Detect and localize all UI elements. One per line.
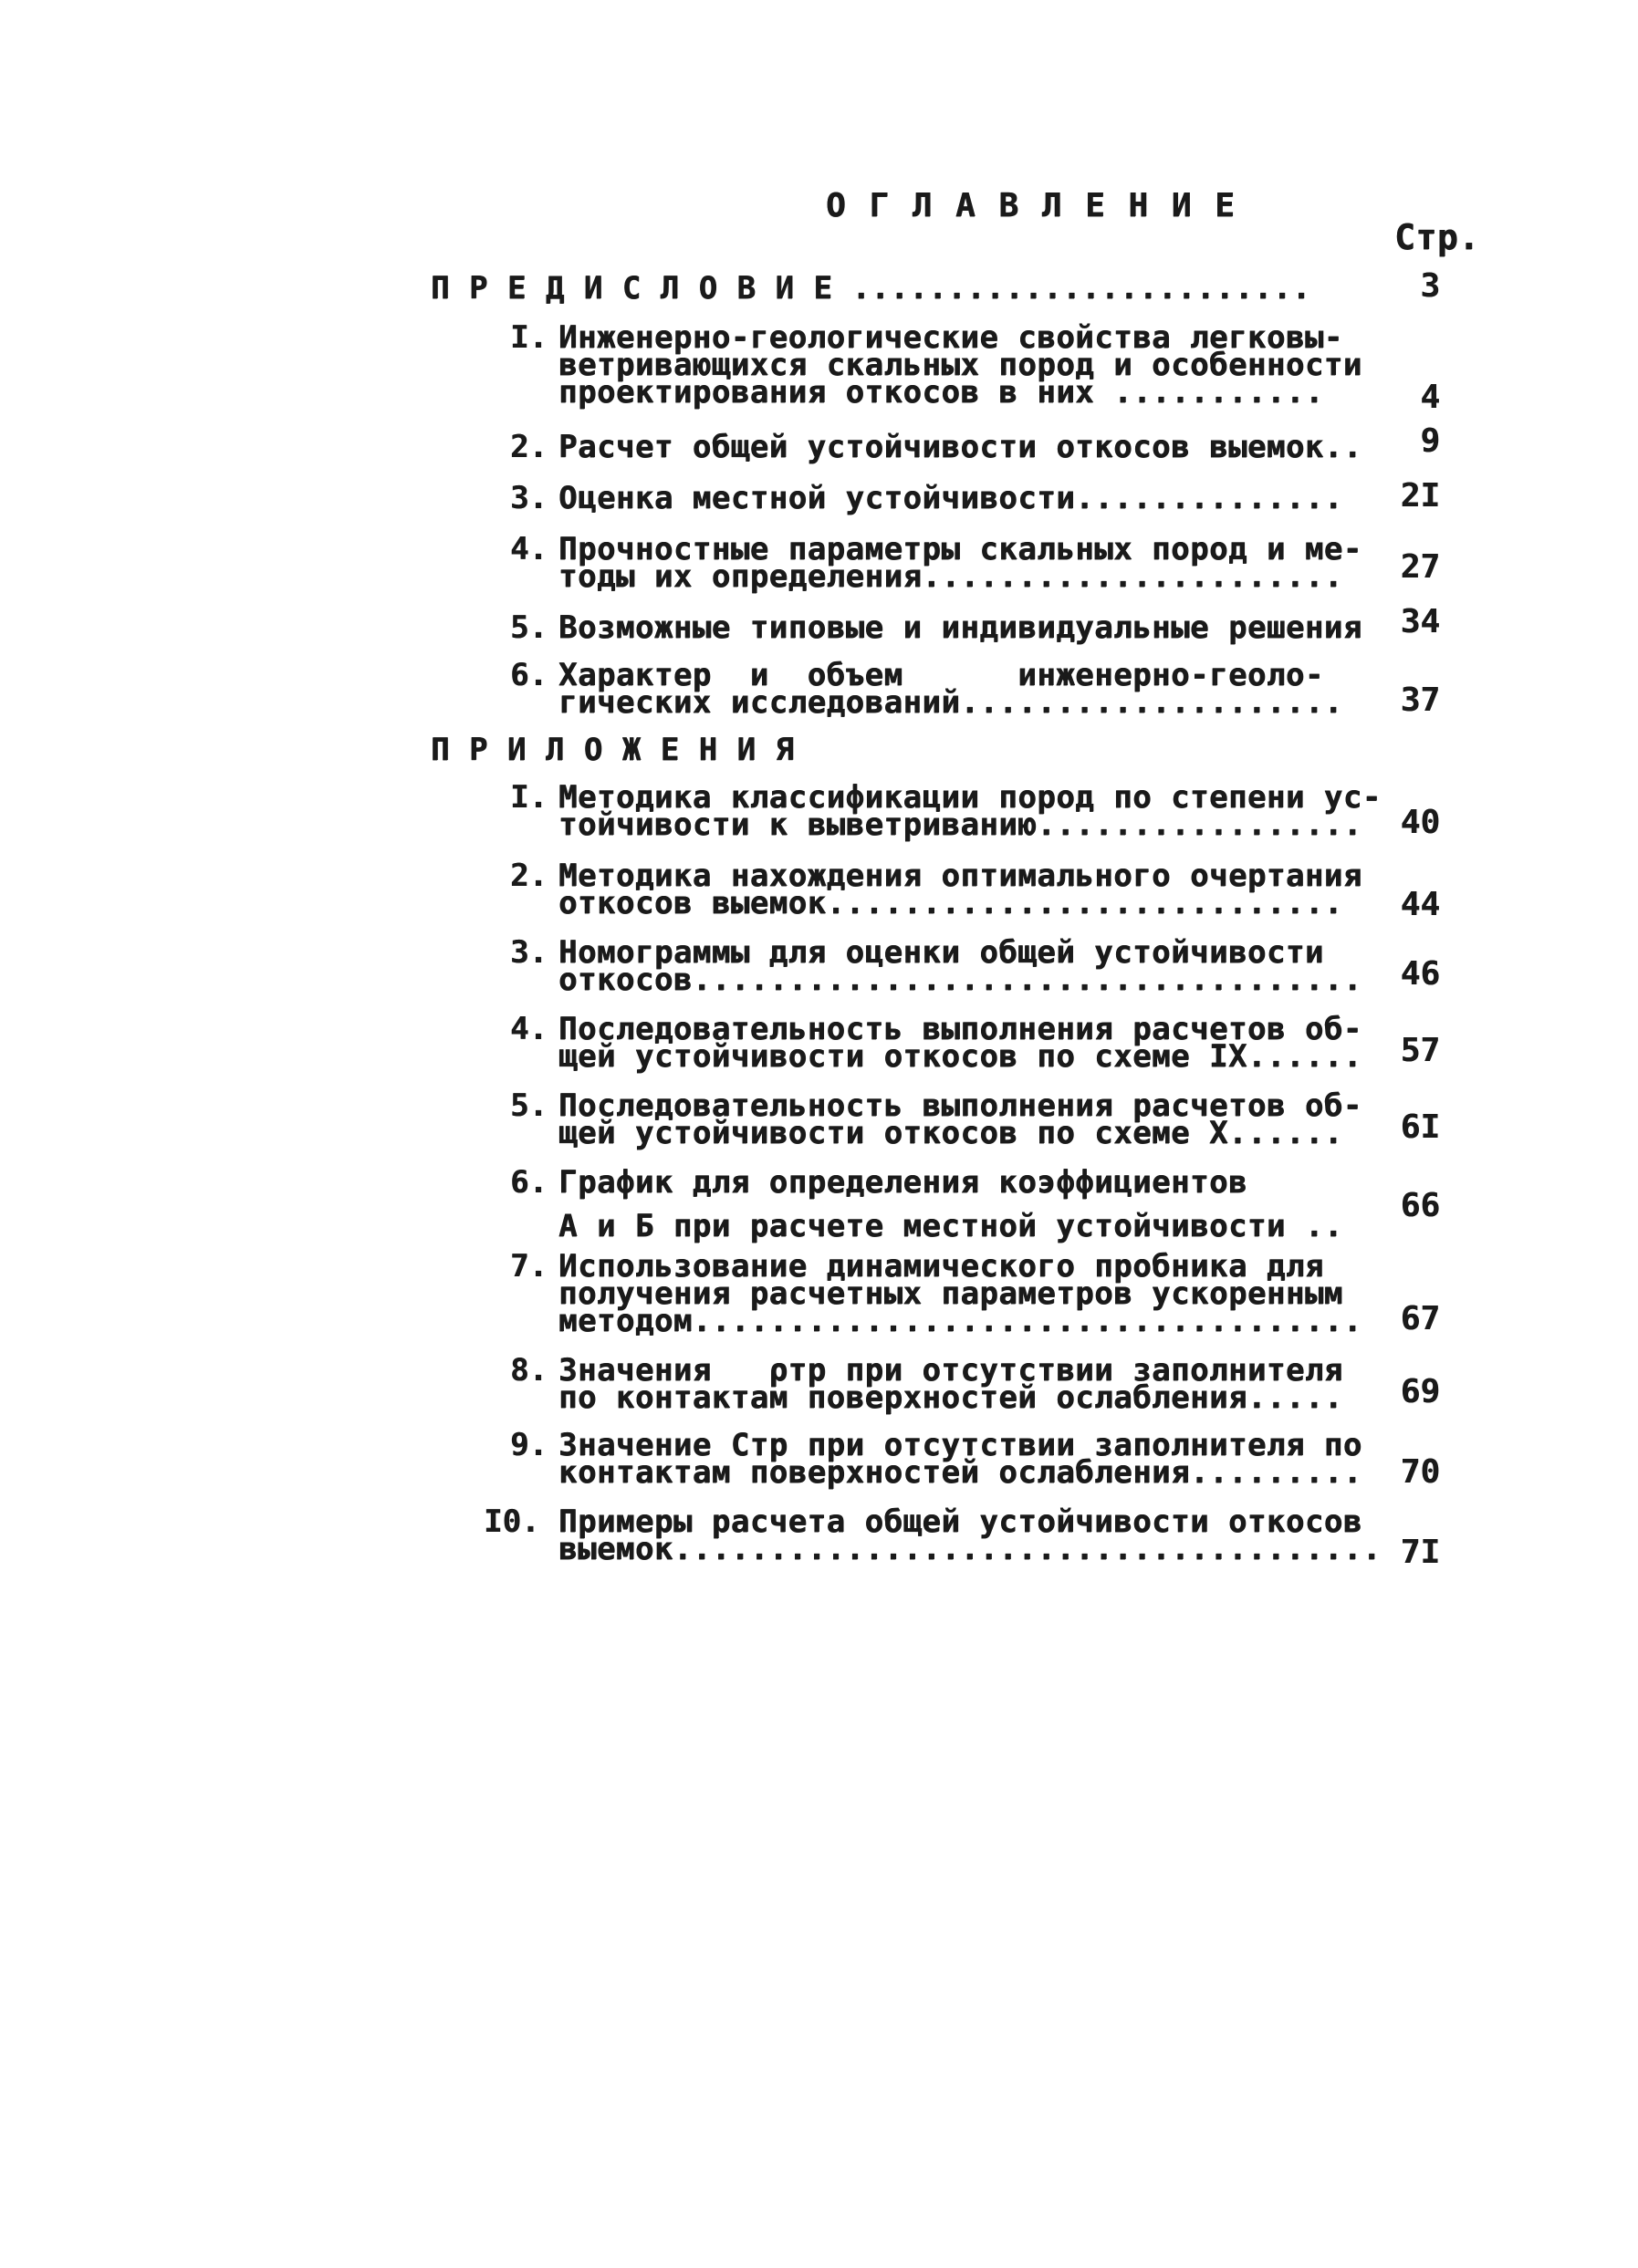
chapter-4-number: 4.: [510, 531, 548, 567]
appendix-5-line-1: Последовательность выполнения расчетов об-: [558, 1087, 1362, 1124]
appendix-2-page: 44: [1400, 886, 1440, 923]
chapter-6-page: 37: [1400, 681, 1440, 719]
appendix-1-page: 40: [1400, 804, 1440, 841]
chapter-5-number: 5.: [510, 609, 548, 646]
appendix-5-number: 5.: [510, 1087, 548, 1124]
appendix-7-number: 7.: [510, 1248, 548, 1285]
chapter-1-line-2: ветривающихся скальных пород и особенности: [558, 347, 1362, 383]
chapter-3-line-1: Оценка местной устойчивости..............: [558, 480, 1343, 516]
chapter-2-line-1: Расчет общей устойчивости откосов выемок..: [558, 429, 1362, 465]
appendix-6-number: 6.: [510, 1164, 548, 1201]
chapter-5-line-1: Возможные типовые и индивидуальные решения: [558, 609, 1362, 646]
appendix-10-page: 7I: [1400, 1534, 1440, 1571]
appendix-3-line-2: откосов...................................: [558, 962, 1362, 998]
chapter-3-number: 3.: [510, 480, 548, 516]
appendix-2-line-1: Методика нахождения оптимального очертания: [558, 858, 1362, 894]
appendix-4-line-2: щей устойчивости откосов по схеме IX......: [558, 1038, 1362, 1075]
page-column-label: Стр.: [1394, 217, 1480, 257]
appendix-4-number: 4.: [510, 1011, 548, 1047]
chapter-4-line-2: тоды их определения......................: [558, 558, 1343, 595]
chapter-1-line-1: Инженерно-геологические свойства легковы-: [558, 319, 1343, 356]
appendix-1-line-1: Методика классификации пород по степени ус-: [558, 779, 1382, 816]
chapter-1-number: I.: [510, 319, 548, 356]
appendix-1-line-2: тойчивости к выветриванию.................: [558, 806, 1362, 843]
appendix-8-number: 8.: [510, 1352, 548, 1389]
appendix-9-page: 70: [1400, 1453, 1440, 1491]
chapter-3-page: 2I: [1400, 477, 1440, 515]
chapter-6-line-1: Характер и объем инженерно-геоло-: [558, 657, 1324, 693]
appendix-8-line-2: по контактам поверхностей ослабления.....: [558, 1379, 1343, 1416]
preface-page: 3: [1420, 267, 1440, 305]
appendix-6-line-1: График для определения коэффициентов: [558, 1164, 1247, 1201]
appendix-9-line-1: Значение Стр при отсутствии заполнителя по: [558, 1427, 1362, 1463]
appendix-9-line-2: контактам поверхностей ослабления.........: [558, 1454, 1362, 1491]
appendix-3-line-1: Номограммы для оценки общей устойчивости: [558, 934, 1324, 971]
appendix-7-line-1: Использование динамического пробника для: [558, 1248, 1324, 1285]
appendix-7-line-2: получения расчетных параметров ускоренным: [558, 1275, 1343, 1312]
appendix-5-line-2: щей устойчивости откосов по схеме X......: [558, 1115, 1343, 1151]
chapter-4-page: 27: [1400, 548, 1440, 586]
chapter-2-number: 2.: [510, 429, 548, 465]
appendix-10-number: I0.: [484, 1503, 540, 1540]
appendix-9-number: 9.: [510, 1427, 548, 1463]
appendix-7-line-3: методом...................................: [558, 1303, 1362, 1339]
appendix-10-line-2: выемок.....................................: [558, 1531, 1382, 1567]
appendix-1-number: I.: [510, 779, 548, 816]
appendix-6-page: 66: [1400, 1187, 1440, 1224]
chapter-1-line-3: проектирования откосов в них ...........: [558, 374, 1324, 411]
chapter-5-page: 34: [1400, 603, 1440, 640]
appendix-8-page: 69: [1400, 1373, 1440, 1410]
appendix-2-number: 2.: [510, 858, 548, 894]
appendix-10-line-1: Примеры расчета общей устойчивости откосов: [558, 1503, 1362, 1540]
preface-heading: П Р Е Д И С Л О В И Е ........................: [431, 270, 1311, 307]
appendix-heading: П Р И Л О Ж Е Н И Я: [431, 732, 795, 768]
appendix-6-line-2: А и Б при расчете местной устойчивости ..: [558, 1208, 1343, 1244]
appendix-5-page: 6I: [1400, 1108, 1440, 1146]
appendix-3-page: 46: [1400, 955, 1440, 993]
chapter-2-page: 9: [1420, 422, 1440, 460]
appendix-4-page: 57: [1400, 1032, 1440, 1069]
chapter-1-page: 4: [1420, 379, 1440, 416]
appendix-8-line-1: Значения ρтр при отсутствии заполнителя: [558, 1352, 1343, 1389]
chapter-6-line-2: гических исследований....................: [558, 684, 1343, 721]
appendix-4-line-1: Последовательность выполнения расчетов об-: [558, 1011, 1362, 1047]
appendix-7-page: 67: [1400, 1300, 1440, 1337]
chapter-4-line-1: Прочностные параметры скальных пород и ме-: [558, 531, 1362, 567]
appendix-3-number: 3.: [510, 934, 548, 971]
chapter-6-number: 6.: [510, 657, 548, 693]
appendix-2-line-2: откосов выемок...........................: [558, 885, 1343, 921]
toc-title: О Г Л А В Л Е Н И Е: [826, 187, 1236, 224]
